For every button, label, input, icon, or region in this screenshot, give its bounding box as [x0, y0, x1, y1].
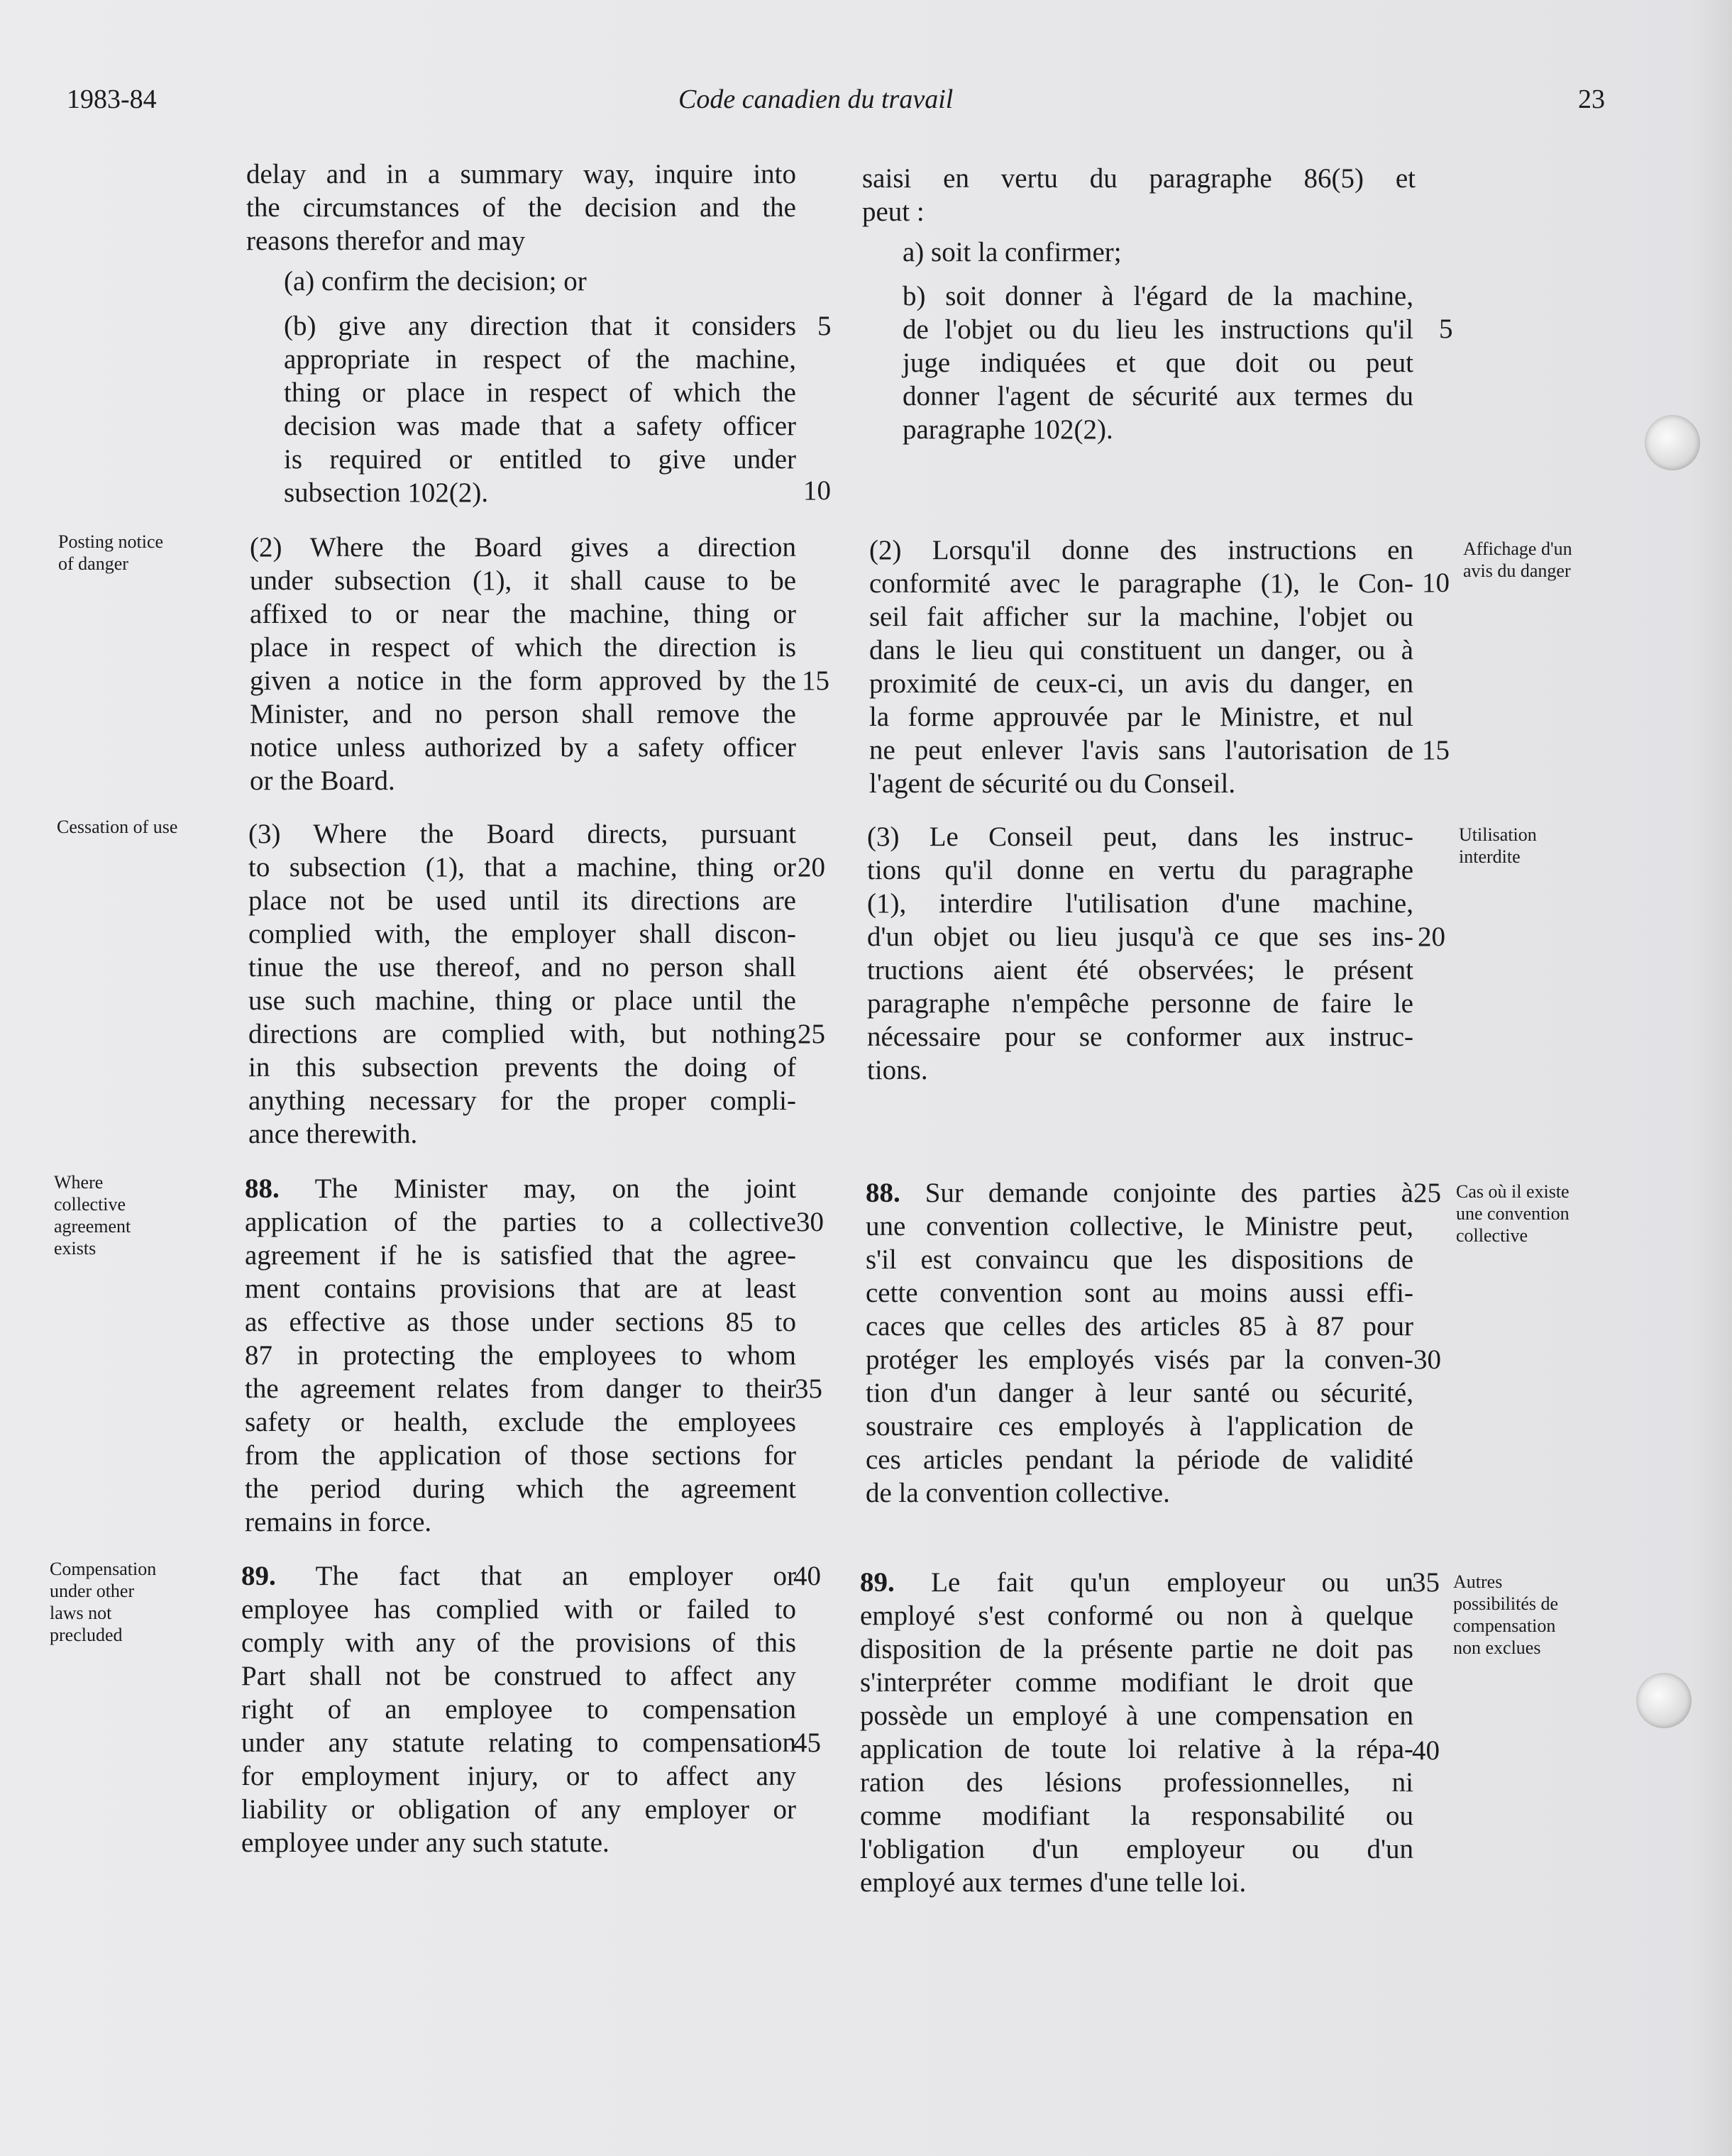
text-line: (3) Where the Board directs, pursuant	[248, 819, 796, 849]
text-line: employé s'est conformé ou non à quelque	[860, 1601, 1413, 1631]
text-line: in this subsection prevents the doing of	[248, 1052, 796, 1083]
text-line: l'agent de sécurité ou du Conseil.	[869, 768, 1236, 799]
header-year: 1983-84	[67, 84, 157, 114]
en-subsection-2	[250, 531, 796, 797]
en-clause-b	[284, 309, 796, 509]
text-line: caces que celles des articles 85 à 87 pour	[866, 1311, 1413, 1342]
note-line: Autres	[1453, 1571, 1503, 1592]
text-line: or the Board.	[250, 765, 395, 796]
text-line: soustraire ces employés à l'application de	[866, 1411, 1413, 1442]
text-line: employee under any such statute.	[241, 1828, 609, 1858]
text-line: possède un employé à une compensation en	[860, 1701, 1413, 1731]
note-line: collective	[54, 1194, 126, 1215]
text-line: complied with, the employer shall discon-	[248, 919, 796, 949]
text-line: appropriate in respect of the machine,	[284, 344, 796, 375]
note-line: Cas où il existe	[1456, 1181, 1570, 1202]
note-line: compensation	[1453, 1615, 1556, 1636]
text-line: (a) confirm the decision; or	[284, 266, 587, 297]
header-title: Code canadien du travail	[678, 84, 954, 114]
text-line: decision was made that a safety officer	[284, 411, 796, 441]
line-number: 25	[1413, 1178, 1441, 1208]
text-line: subsection 102(2).	[284, 477, 489, 508]
text-line: use such machine, thing or place until the	[248, 985, 796, 1016]
margin-note-posting-notice	[58, 531, 204, 575]
text-line: de la convention collective.	[866, 1478, 1170, 1508]
text-segment: The fact that an employer or	[275, 1561, 796, 1591]
note-line: avis du danger	[1463, 560, 1571, 581]
fr-subsection-2	[869, 534, 1413, 800]
text-line: tion d'un danger à leur santé ou sécurité,	[866, 1378, 1413, 1408]
note-line: Posting notice	[58, 531, 164, 552]
text-line: delay and in a summary way, inquire into	[246, 159, 796, 189]
section-number: 88.	[866, 1178, 900, 1208]
fr-intro-paragraph	[862, 162, 1416, 228]
margin-note-convention-collective	[1456, 1181, 1598, 1246]
text-line: ance therewith.	[248, 1119, 418, 1149]
line-number: 25	[798, 1019, 825, 1049]
text-line: notice unless authorized by a safety officer	[250, 732, 796, 763]
text-line: directions are complied with, but nothing	[248, 1019, 796, 1049]
text-line: peut :	[862, 197, 925, 227]
text-line: is required or entitled to give under	[284, 444, 796, 475]
text-line: (1), interdire l'utilisation d'une machine,	[867, 888, 1413, 919]
note-line: agreement	[54, 1216, 131, 1237]
text-line: b) soit donner à l'égard de la machine,	[903, 281, 1413, 311]
text-line: Minister, and no person shall remove the	[250, 699, 796, 729]
text-line: nécessaire pour se conformer aux instruc-	[867, 1022, 1413, 1052]
text-line: ment contains provisions that are at least	[245, 1273, 796, 1304]
note-line: Affichage d'un	[1463, 538, 1572, 559]
text-line: dans le lieu qui constituent un danger, ou à	[869, 635, 1413, 665]
text-line: the agreement relates from danger to their	[245, 1373, 796, 1404]
en-intro-paragraph	[246, 157, 796, 258]
text-line: seil fait afficher sur la machine, l'objet ou	[869, 602, 1413, 632]
note-line: of danger	[58, 553, 128, 574]
line-number: 20	[798, 852, 825, 883]
text-line: juge indiquées et que doit ou peut	[903, 348, 1413, 378]
text-line: Part shall not be construed to affect any	[241, 1661, 796, 1691]
text-line	[860, 1566, 1413, 1599]
text-line	[241, 1559, 796, 1593]
section-number: 89.	[241, 1561, 276, 1591]
line-number: 40	[793, 1561, 821, 1591]
text-line: conformité avec le paragraphe (1), le Con-	[869, 568, 1413, 599]
line-number: 15	[802, 665, 829, 696]
text-line: under any statute relating to compensation	[241, 1727, 796, 1758]
line-number: 10	[803, 475, 831, 506]
fr-subsection-3	[867, 820, 1413, 1087]
note-line: laws not	[50, 1603, 112, 1623]
section-number: 88.	[245, 1173, 280, 1204]
text-line: (2) Where the Board gives a direction	[250, 532, 796, 563]
text-line: place not be used until its directions are	[248, 885, 796, 916]
text-line	[245, 1172, 796, 1205]
text-line: safety or health, exclude the employees	[245, 1407, 796, 1437]
section-number: 89.	[860, 1567, 895, 1598]
line-number: 15	[1422, 735, 1450, 765]
note-line: non exclues	[1453, 1637, 1541, 1658]
note-line: exists	[54, 1238, 96, 1259]
text-line: tinue the use thereof, and no person shall	[248, 952, 796, 983]
note-line: possibilités de	[1453, 1593, 1559, 1614]
note-line: interdite	[1459, 846, 1521, 867]
text-segment: Le fait qu'un employeur ou un	[894, 1567, 1413, 1598]
margin-note-collective-agreement	[54, 1171, 199, 1259]
text-line: the period during which the agreement	[245, 1474, 796, 1504]
text-line: (3) Le Conseil peut, dans les instruc-	[867, 822, 1413, 852]
text-line: cette convention sont au moins aussi effi-	[866, 1278, 1413, 1308]
text-line: tions qu'il donne en vertu du paragraphe	[867, 855, 1413, 885]
fr-clause-a	[903, 236, 1413, 269]
text-line: s'il est convaincu que les dispositions de	[866, 1244, 1413, 1275]
text-segment: The Minister may, on the joint	[279, 1173, 796, 1204]
text-line: disposition de la présente partie ne doit pas	[860, 1634, 1413, 1664]
text-line: comply with any of the provisions of this	[241, 1627, 796, 1658]
note-line: under other	[50, 1581, 135, 1601]
line-number: 20	[1418, 922, 1445, 952]
fr-section-88	[866, 1176, 1413, 1510]
fr-section-89	[860, 1566, 1413, 1899]
line-number: 35	[1412, 1567, 1440, 1598]
margin-note-utilisation	[1459, 824, 1601, 868]
text-line: under subsection (1), it shall cause to be	[250, 565, 796, 596]
text-line: paragraphe n'empêche personne de faire le	[867, 988, 1413, 1019]
note-line: Compensation	[50, 1559, 157, 1579]
text-line: tions.	[867, 1055, 928, 1085]
text-line: affixed to or near the machine, thing or	[250, 599, 796, 629]
text-line: l'obligation d'un employeur ou d'un	[860, 1834, 1413, 1864]
line-number: 45	[793, 1727, 821, 1758]
text-line: application of the parties to a collective	[245, 1207, 796, 1237]
en-section-88	[245, 1172, 796, 1539]
text-line: (2) Lorsqu'il donne des instructions en	[869, 535, 1413, 565]
text-line: reasons therefor and may	[246, 226, 526, 256]
note-line: une convention	[1456, 1203, 1570, 1224]
note-line: Where	[54, 1172, 104, 1193]
text-line: application de toute loi relative à la répa-	[860, 1734, 1413, 1764]
text-line: la forme approuvée par le Ministre, et nul	[869, 702, 1413, 732]
en-section-89	[241, 1559, 796, 1859]
text-line: the circumstances of the decision and the	[246, 192, 796, 223]
text-line: as effective as those under sections 85 to	[245, 1307, 796, 1337]
text-line: protéger les employés visés par la conven-	[866, 1344, 1413, 1375]
text-line: place in respect of which the direction is	[250, 632, 796, 663]
text-line: a) soit la confirmer;	[903, 237, 1122, 267]
line-number: 5	[1439, 314, 1453, 344]
text-line: donner l'agent de sécurité aux termes du	[903, 381, 1413, 411]
note-line: collective	[1456, 1225, 1528, 1246]
text-segment: Sur demande conjointe des parties à	[900, 1178, 1413, 1208]
text-line: paragraphe 102(2).	[903, 414, 1113, 445]
text-line: 87 in protecting the employees to whom	[245, 1340, 796, 1371]
text-line: d'un objet ou lieu jusqu'à ce que ses ins-	[867, 922, 1413, 952]
text-line: agreement if he is satisfied that the agree-	[245, 1240, 796, 1271]
text-line: anything necessary for the proper compli-	[248, 1085, 796, 1116]
en-clause-a	[284, 265, 796, 298]
text-line: saisi en vertu du paragraphe 86(5) et	[862, 163, 1416, 194]
text-line: tructions aient été observées; le présent	[867, 955, 1413, 985]
line-number: 5	[817, 311, 832, 341]
text-line: ne peut enlever l'avis sans l'autorisation de	[869, 735, 1413, 765]
text-line: de l'objet ou du lieu les instructions qu'il	[903, 314, 1413, 345]
line-number: 35	[795, 1373, 822, 1404]
text-line: to subsection (1), that a machine, thing or	[248, 852, 796, 883]
note-line: Cessation of use	[57, 817, 178, 837]
line-number: 10	[1422, 568, 1450, 598]
margin-note-compensation	[50, 1558, 195, 1646]
text-line: ces articles pendant la période de validité	[866, 1444, 1413, 1475]
text-line: (b) give any direction that it considers	[284, 311, 796, 341]
text-line: thing or place in respect of which the	[284, 377, 796, 408]
text-line: right of an employee to compensation	[241, 1694, 796, 1725]
text-line: from the application of those sections for	[245, 1440, 796, 1471]
page-number: 23	[1578, 84, 1605, 114]
line-number: 40	[1412, 1735, 1440, 1766]
text-line: comme modifiant la responsabilité ou	[860, 1801, 1413, 1831]
text-line: s'interpréter comme modifiant le droit que	[860, 1667, 1413, 1698]
text-line: ration des lésions professionnelles, ni	[860, 1767, 1413, 1798]
margin-note-affichage	[1463, 538, 1605, 582]
fr-clause-b	[903, 280, 1413, 446]
line-number: 30	[796, 1207, 824, 1237]
text-line: employé aux termes d'une telle loi.	[860, 1867, 1247, 1898]
margin-note-cessation-of-use	[57, 816, 202, 838]
margin-note-autres-possibilites	[1453, 1571, 1595, 1659]
binder-hole-bottom	[1636, 1673, 1692, 1728]
binder-hole-top	[1645, 415, 1700, 470]
text-line	[866, 1176, 1413, 1210]
text-line: given a notice in the form approved by the	[250, 665, 796, 696]
text-line: proximité de ceux-ci, un avis du danger, en	[869, 668, 1413, 699]
note-line: precluded	[50, 1625, 123, 1645]
en-subsection-3	[248, 817, 796, 1151]
text-line: remains in force.	[245, 1507, 432, 1537]
text-line: for employment injury, or to affect any	[241, 1761, 796, 1791]
line-number: 30	[1413, 1344, 1441, 1375]
page-edge-shadow	[1689, 0, 1732, 2156]
text-line: employee has complied with or failed to	[241, 1594, 796, 1625]
text-line: une convention collective, le Ministre peut,	[866, 1211, 1413, 1242]
text-line: liability or obligation of any employer or	[241, 1794, 796, 1825]
note-line: Utilisation	[1459, 824, 1537, 845]
